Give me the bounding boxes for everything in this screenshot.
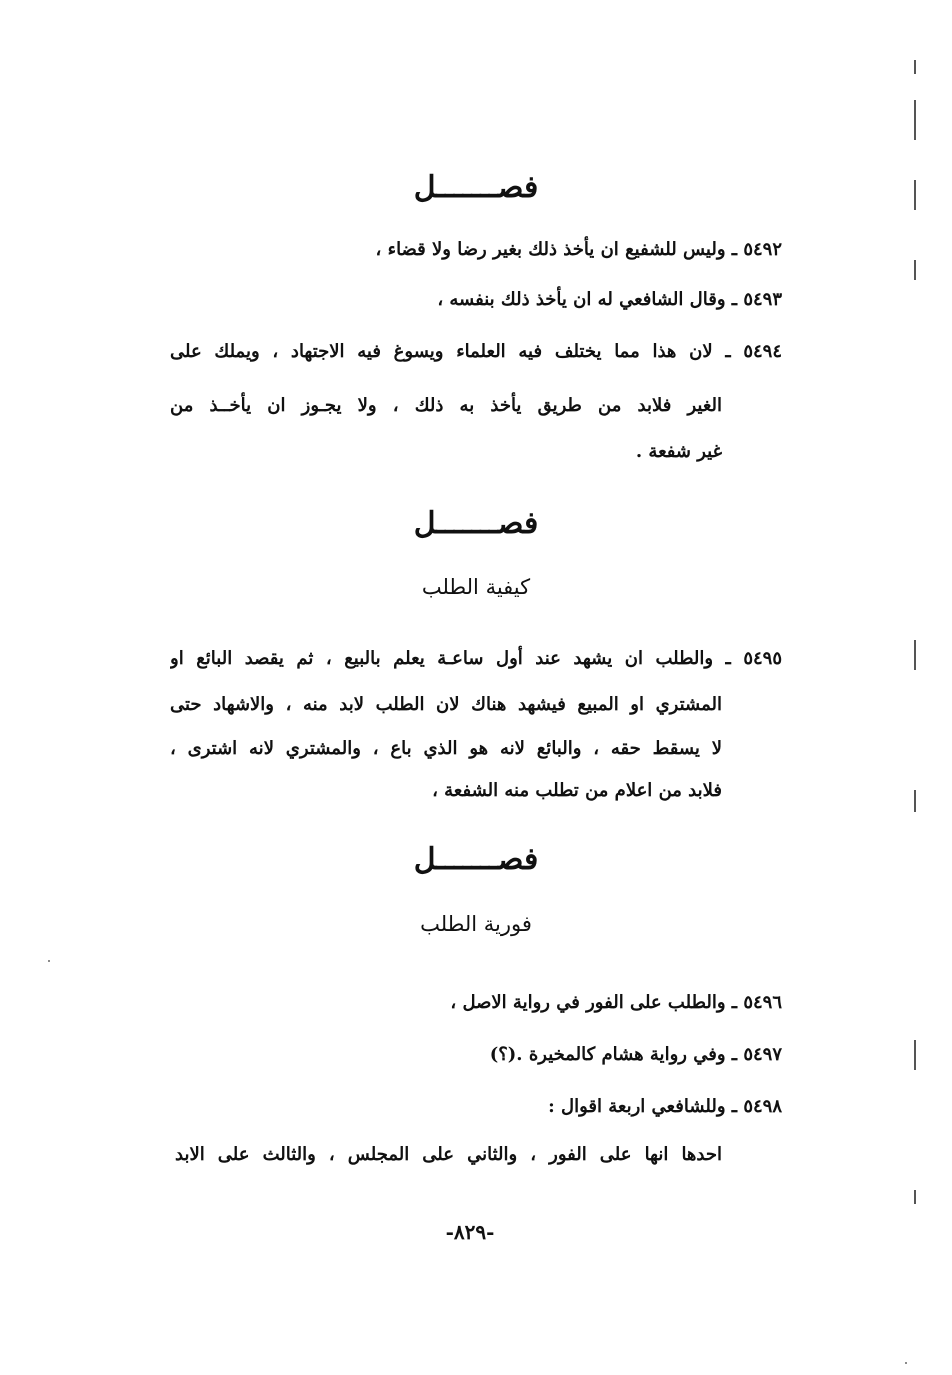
scan-speck bbox=[905, 1362, 907, 1364]
paragraph-line: ٥٤٩٣ ـ وقال الشافعي له ان يأخذ ذلك بنفسه ، bbox=[437, 289, 782, 310]
paragraph-line: احدها انها على الفور ، والثاني على المجلس ، والثالث على الابد bbox=[175, 1144, 722, 1165]
paragraph-line: ٥٤٩٧ ـ وفي رواية هشام كالمخيرة .(؟) bbox=[489, 1044, 782, 1065]
paragraph-line: ٥٤٩٦ ـ والطلب على الفور في رواية الاصل ، bbox=[450, 992, 782, 1013]
scan-mark bbox=[914, 1040, 916, 1070]
scan-mark bbox=[914, 100, 916, 140]
scan-mark bbox=[914, 790, 916, 812]
paragraph-line: الغير فلابد من طريق يأخذ به ذلك ، ولا يجـوز ان يأخــذ من bbox=[170, 395, 722, 416]
section-subheading: فورية الطلب bbox=[420, 912, 532, 936]
scan-mark bbox=[914, 640, 916, 670]
section-heading: فصـــــــل bbox=[413, 506, 539, 541]
scan-mark bbox=[914, 180, 916, 210]
paragraph-line: ٥٤٩٢ ـ وليس للشفيع ان يأخذ ذلك بغير رضا ولا قضاء ، bbox=[375, 239, 782, 260]
scan-mark bbox=[914, 1190, 916, 1204]
paragraph-line: فلابد من اعلام من تطلب منه الشفعة ، bbox=[432, 780, 722, 801]
paragraph-line: ٥٤٩٤ ـ لان هذا مما يختلف فيه العلماء ويسوغ فيه الاجتهاد ، ويملك على bbox=[170, 341, 782, 362]
section-subheading: كيفية الطلب bbox=[421, 575, 531, 599]
paragraph-line: ٥٤٩٥ ـ والطلب ان يشهد عند أول ساعـة يعلم بالبيع ، ثم يقصد البائع او bbox=[170, 648, 782, 669]
section-heading: فصـــــــل bbox=[413, 170, 539, 205]
paragraph-line: المشتري او المبيع فيشهد هناك لان الطلب لابد منه ، والاشهاد حتى bbox=[170, 694, 722, 715]
section-heading: فصـــــــل bbox=[413, 842, 539, 877]
scan-mark bbox=[914, 60, 916, 74]
scan-mark bbox=[914, 260, 916, 280]
paragraph-line: غير شفعة . bbox=[635, 441, 722, 462]
scan-speck bbox=[48, 960, 50, 962]
paragraph-line: ٥٤٩٨ ـ وللشافعي اربعة اقوال : bbox=[548, 1096, 782, 1117]
paragraph-line: لا يسقط حقه ، والبائع لانه هو الذي باع ، والمشتري لانه اشترى ، bbox=[170, 738, 722, 759]
page-number: -٨٢٩- bbox=[445, 1220, 495, 1244]
